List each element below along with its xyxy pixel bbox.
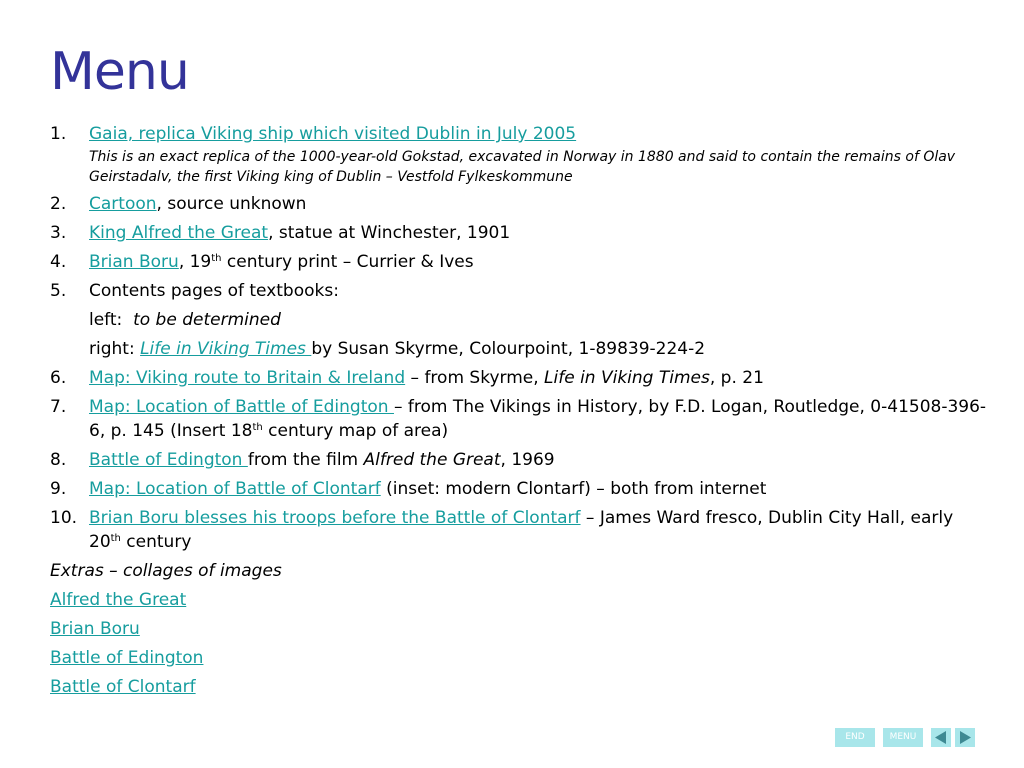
list-item (50, 192, 990, 216)
item-italic: Life in Viking Times (544, 368, 710, 388)
item-text: century (120, 532, 192, 552)
extras-item (50, 675, 990, 699)
item-text: – from Skyrme, (405, 368, 545, 388)
life-in-viking-times-link[interactable]: Life in Viking Times (140, 339, 312, 359)
end-button[interactable]: END (835, 728, 875, 747)
brian-boru-link[interactable]: Brian Boru (89, 252, 179, 272)
item-text: , p. 21 (709, 368, 764, 388)
item-text: , 19 (178, 252, 212, 272)
item-description: This is an exact replica of the 1000-year-old Gokstad, excavated in Norway in 1880 and said to contain the remains of Olav Geirstadalv, the first Viking king of Dublin – Vestfold Fylkeskommune (89, 149, 956, 185)
extras-edington-link[interactable]: Battle of Edington (50, 648, 204, 668)
item-text: century print – Currier & Ives (221, 252, 474, 272)
right-text: by Susan Skyrme, Colourpoint, 1-89839-224-2 (311, 339, 706, 359)
king-alfred-link[interactable]: King Alfred the Great (89, 223, 269, 243)
item-text: (inset: modern Clontarf) – both from internet (380, 479, 767, 499)
menu-list (50, 122, 990, 704)
extras-clontarf-link[interactable]: Battle of Clontarf (50, 677, 196, 697)
battle-of-edington-link[interactable]: Battle of Edington (89, 450, 248, 470)
list-item (50, 279, 990, 303)
extras-heading: Extras – collages of images (50, 561, 282, 581)
item-number: 4. (50, 252, 67, 272)
list-item (50, 448, 990, 472)
item-text: , 1969 (500, 450, 555, 470)
brian-boru-blesses-link[interactable]: Brian Boru blesses his troops before the Battle of Clontarf (89, 508, 581, 528)
right-label: right: (89, 339, 135, 359)
arrow-right-icon[interactable] (955, 728, 975, 747)
list-item (50, 221, 990, 245)
item-text: – James Ward fresco, Dublin City Hall, early 20 (89, 508, 954, 552)
list-item (50, 122, 990, 187)
sub-line-right (50, 337, 990, 361)
arrow-left-icon[interactable] (931, 728, 951, 747)
list-item (50, 477, 990, 501)
extras-item (50, 646, 990, 670)
item-number: 8. (50, 450, 67, 470)
extras-item (50, 588, 990, 612)
superscript: th (110, 533, 121, 544)
cartoon-link[interactable]: Cartoon (89, 194, 157, 214)
superscript: th (252, 422, 263, 433)
left-value: to be determined (133, 310, 281, 330)
nav-bar (0, 728, 1024, 747)
list-item (50, 366, 990, 390)
extras-brian-boru-link[interactable]: Brian Boru (50, 619, 140, 639)
list-item (50, 395, 990, 443)
page-title: Menu (50, 42, 189, 102)
item-number: 1. (50, 124, 67, 144)
extras-item (50, 617, 990, 641)
viking-route-map-link[interactable]: Map: Viking route to Britain & Ireland (89, 368, 406, 388)
item-number: 10. (50, 508, 78, 528)
item-text: from the film (247, 450, 364, 470)
item-text: , statue at Winchester, 1901 (268, 223, 511, 243)
item-text: Contents pages of textbooks: (89, 281, 339, 301)
list-item (50, 506, 990, 554)
item-italic: Alfred the Great (363, 450, 501, 470)
item-text: , source unknown (156, 194, 307, 214)
item-number: 5. (50, 281, 67, 301)
list-item (50, 250, 990, 274)
item-number: 2. (50, 194, 67, 214)
item-number: 6. (50, 368, 67, 388)
extras-alfred-link[interactable]: Alfred the Great (50, 590, 187, 610)
item-number: 3. (50, 223, 67, 243)
item-text: – from The Vikings in History, by F.D. Logan, Routledge, 0-41508-396-6, p. 145 (Insert 18 (89, 397, 987, 441)
menu-button[interactable]: MENU (883, 728, 923, 747)
left-label: left: (89, 310, 123, 330)
superscript: th (211, 253, 222, 264)
gaia-ship-link[interactable]: Gaia, replica Viking ship which visited Dublin in July 2005 (89, 124, 577, 144)
item-number: 7. (50, 397, 67, 417)
sub-line-left (50, 308, 990, 332)
clontarf-map-link[interactable]: Map: Location of Battle of Clontarf (89, 479, 381, 499)
item-text: century map of area) (262, 421, 449, 441)
edington-map-link[interactable]: Map: Location of Battle of Edington (89, 397, 394, 417)
item-number: 9. (50, 479, 67, 499)
